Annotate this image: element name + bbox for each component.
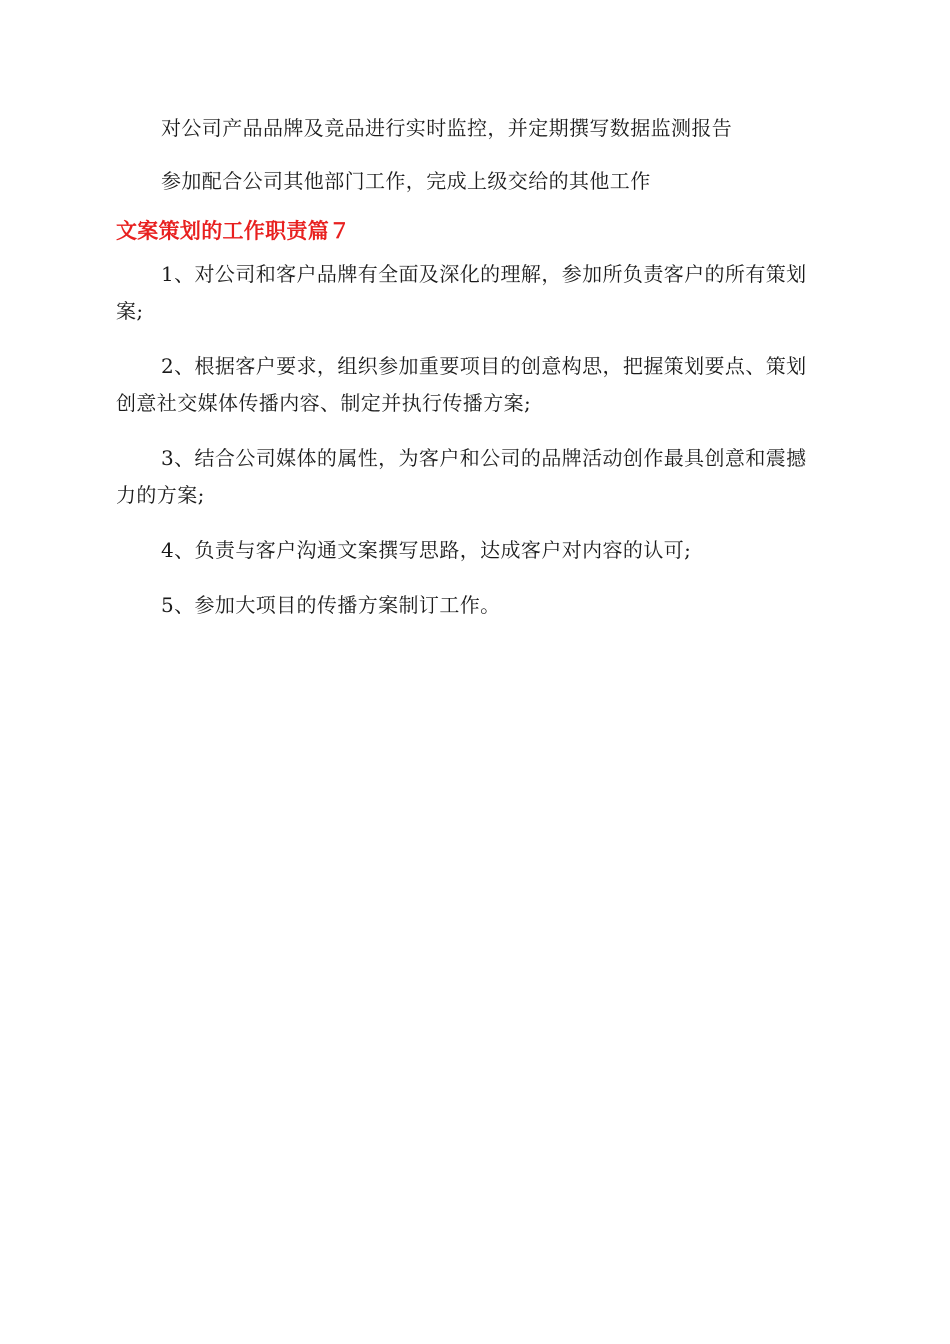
list-item-4: 4、负责与客户沟通文案撰写思路，达成客户对内容的认可; — [161, 538, 692, 562]
section-heading: 文案策划的工作职责篇７ — [116, 219, 351, 243]
list-item-1: 1、对公司和客户品牌有全面及深化的理解，参加所负责客户的所有策划案; — [116, 262, 807, 323]
list-item-2: 2、根据客户要求，组织参加重要项目的创意构思，把握策划要点、策划创意社交媒体传播内容、制定并执行传播方案; — [116, 354, 807, 415]
list-item-5: 5、参加大项目的传播方案制订工作。 — [161, 593, 501, 617]
document-body — [116, 110, 826, 642]
list-item-3: 3、结合公司媒体的属性，为客户和公司的品牌活动创作最具创意和震撼力的方案; — [116, 446, 807, 507]
intro-paragraph-1: 对公司产品品牌及竞品进行实时监控，并定期撰写数据监测报告 — [161, 116, 733, 140]
intro-paragraph-2: 参加配合公司其他部门工作，完成上级交给的其他工作 — [161, 169, 651, 193]
